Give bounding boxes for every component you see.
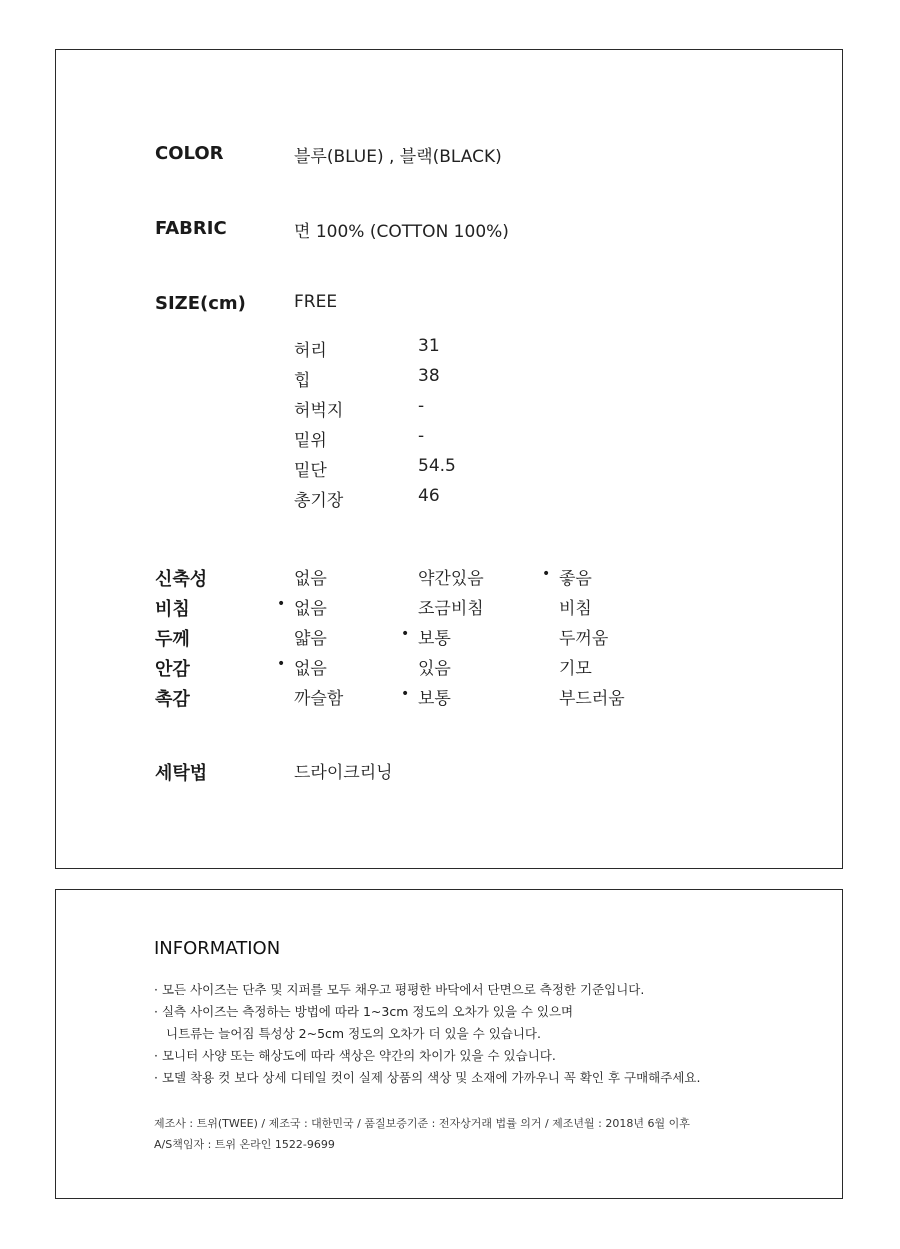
- feature-option: 보통: [418, 689, 451, 709]
- feature-label: 두께: [155, 629, 190, 650]
- size-row-name: 밑단: [294, 461, 327, 481]
- selected-bullet-icon: •: [277, 656, 286, 672]
- feature-option: 두꺼움: [559, 629, 609, 649]
- size-row-name: 밑위: [294, 431, 327, 451]
- selected-bullet-icon: •: [401, 686, 410, 702]
- size-row-value: 31: [418, 336, 440, 356]
- size-row-name: 총기장: [294, 491, 344, 511]
- info-line: · 모델 착용 컷 보다 상세 디테일 컷이 실제 상품의 색상 및 소재에 가까우니 꼭 확인 후 구매해주세요.: [154, 1070, 701, 1085]
- selected-bullet-icon: •: [542, 566, 551, 582]
- information-panel: [55, 889, 843, 1199]
- size-row-value: 46: [418, 486, 440, 506]
- feature-option: 얇음: [294, 629, 327, 649]
- size-row-value: -: [418, 396, 425, 416]
- feature-option: 보통: [418, 629, 451, 649]
- feature-option: 부드러움: [559, 689, 625, 709]
- feature-label: 신축성: [155, 569, 208, 590]
- fabric-value: 면 100% (COTTON 100%): [294, 222, 509, 242]
- feature-option: 없음: [294, 569, 327, 589]
- footer-as-contact: A/S책임자 : 트위 온라인 1522-9699: [154, 1138, 335, 1151]
- feature-option: 기모: [559, 659, 592, 679]
- size-label: SIZE(cm): [155, 293, 246, 314]
- feature-option: 없음: [294, 599, 327, 619]
- feature-option: 있음: [418, 659, 451, 679]
- feature-label: 비침: [155, 599, 190, 620]
- feature-option: 없음: [294, 659, 327, 679]
- feature-option: 까슬함: [294, 689, 344, 709]
- info-line: · 실측 사이즈는 측정하는 방법에 따라 1~3cm 정도의 오차가 있을 수 있으며: [154, 1004, 574, 1019]
- size-row-value: -: [418, 426, 425, 446]
- wash-value: 드라이크리닝: [294, 763, 393, 783]
- feature-label: 안감: [155, 659, 190, 680]
- size-value: FREE: [294, 292, 338, 312]
- feature-option: 약간있음: [418, 569, 484, 589]
- spec-panel: [55, 49, 843, 869]
- feature-label: 촉감: [155, 689, 190, 710]
- size-row-name: 허리: [294, 341, 327, 361]
- feature-option: 비침: [559, 599, 592, 619]
- wash-label: 세탁법: [155, 763, 208, 784]
- info-line: · 모든 사이즈는 단추 및 지퍼를 모두 채우고 평평한 바닥에서 단면으로 측정한 기준입니다.: [154, 982, 645, 997]
- footer-manufacturer: 제조사 : 트위(TWEE) / 제조국 : 대한민국 / 품질보증기준 : 전자상거래 법률 의거 / 제조년월 : 2018년 6월 이후: [154, 1117, 690, 1130]
- feature-option: 좋음: [559, 569, 592, 589]
- color-value: 블루(BLUE) , 블랙(BLACK): [294, 147, 502, 167]
- fabric-label: FABRIC: [155, 218, 227, 239]
- info-line: · 모니터 사양 또는 해상도에 따라 색상은 약간의 차이가 있을 수 있습니다.: [154, 1048, 556, 1063]
- size-row-value: 54.5: [418, 456, 456, 476]
- information-title: INFORMATION: [154, 938, 281, 959]
- color-label: COLOR: [155, 143, 224, 164]
- size-row-name: 허벅지: [294, 401, 344, 421]
- feature-option: 조금비침: [418, 599, 484, 619]
- selected-bullet-icon: •: [277, 596, 286, 612]
- selected-bullet-icon: •: [401, 626, 410, 642]
- size-row-name: 힙: [294, 371, 311, 391]
- info-line: 니트류는 늘어짐 특성상 2~5cm 정도의 오차가 더 있을 수 있습니다.: [166, 1026, 541, 1041]
- size-row-value: 38: [418, 366, 440, 386]
